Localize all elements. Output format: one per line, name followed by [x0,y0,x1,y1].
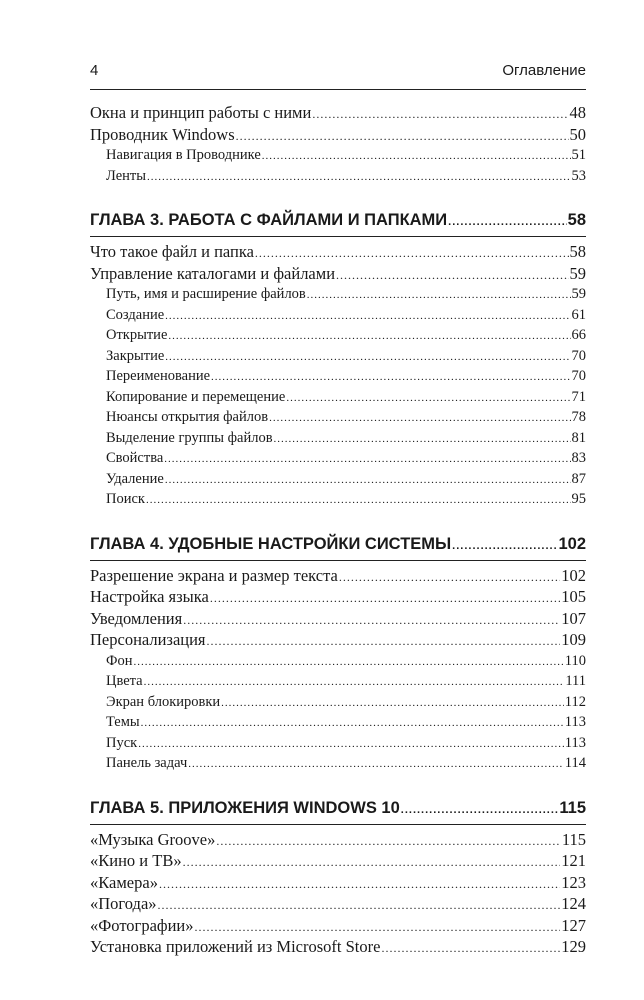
toc-entry[interactable] [90,872,586,894]
chapter-title: ГЛАВА 5. ПРИЛОЖЕНИЯ WINDOWS 10 [90,798,400,817]
entry-title: Проводник Windows [90,124,235,144]
entry-title: Экран блокировки [106,693,221,710]
toc-entry[interactable] [90,893,586,915]
toc-subentry[interactable] [90,346,586,367]
chapter-rule [90,560,586,561]
toc-subentry[interactable] [90,284,586,305]
entry-page: 114 [564,755,586,771]
dot-leader [165,306,570,327]
toc-entry[interactable] [90,829,586,851]
entry-title: Открытие [106,327,168,343]
dot-leader [312,104,568,126]
dot-leader [188,754,564,775]
entry-title: Разрешение экрана и размер текста [90,565,338,585]
entry-page: 105 [561,587,586,606]
toc-entry[interactable] [90,629,586,651]
dot-leader [336,265,568,287]
toc-section [90,774,586,958]
entry-page: 70 [571,347,586,364]
toc-entry[interactable] [90,263,586,285]
dot-leader [159,874,560,896]
entry-page: 87 [571,470,586,487]
dot-leader [138,734,564,755]
chapter-heading[interactable] [90,530,586,558]
page-header [90,62,586,86]
entry-page: 83 [571,450,586,466]
entry-title: Персонализация [90,630,206,649]
dot-leader [210,588,560,610]
toc-subentry[interactable] [90,489,586,510]
entry-page: 112 [564,693,586,710]
entry-title: Управление каталогами и файлами [90,263,336,283]
toc-entry[interactable] [90,936,586,958]
dot-leader [158,895,561,917]
chapter-title: ГЛАВА 3. РАБОТА С ФАЙЛАМИ И ПАПКАМИ [90,211,448,229]
entry-title: Закрытие [106,347,165,364]
entry-page: 59 [571,286,586,302]
toc-entry[interactable] [90,850,586,872]
entry-title: Путь, имя и расширение файлов [106,286,306,302]
entry-page: 127 [561,915,586,935]
dot-leader [183,852,561,874]
entry-page: 53 [571,167,586,184]
dot-leader [269,408,570,429]
entry-page: 61 [571,306,586,323]
chapter-title: ГЛАВА 4. УДОБНЫЕ НАСТРОЙКИ СИСТЕМЫ [90,534,452,553]
toc-subentry[interactable] [90,671,586,692]
entry-title: Настройка языка [90,587,209,606]
entry-title: Цвета [106,673,143,689]
section-gap [90,774,586,794]
entry-page: 48 [569,103,586,122]
entry-title: «Фотографии» [90,915,194,935]
dot-leader [216,831,561,853]
entry-title: Поиск [106,491,145,507]
entry-title: «Кино и ТВ» [90,851,182,870]
entry-page: 121 [561,851,586,870]
chapter-rule [90,824,586,825]
dot-leader [144,672,565,693]
entry-title: Установка приложений из Microsoft Store [90,937,381,956]
toc-subentry[interactable] [90,305,586,326]
dot-leader [255,243,569,265]
entry-title: Выделение группы файлов [106,429,273,446]
dot-leader [146,490,571,511]
toc-entry[interactable] [90,241,586,263]
toc-subentry[interactable] [90,325,586,346]
toc-entry[interactable] [90,586,586,608]
entry-title: Окна и принцип работы с ними [90,103,312,122]
entry-title: Копирование и перемещение [106,388,286,405]
toc-subentry[interactable] [90,366,586,387]
toc-subentry[interactable] [90,387,586,408]
dot-leader [236,126,569,148]
entry-title: «Камера» [90,872,158,892]
entry-page: 59 [569,263,586,283]
toc-entry[interactable] [90,608,586,630]
toc-subentry[interactable] [90,428,586,449]
dot-leader [133,652,563,673]
section-gap [90,510,586,530]
dot-leader [164,449,570,470]
entry-title: Пуск [106,734,138,751]
dot-leader [262,146,571,167]
entry-page: 50 [569,124,586,144]
dot-leader [183,610,560,632]
entry-title: Темы [106,714,140,730]
dot-leader [168,326,570,347]
entry-page: 109 [561,630,586,649]
dot-leader [141,713,564,734]
entry-page: 81 [571,429,586,446]
dot-leader [221,693,564,714]
dot-leader [165,470,571,491]
entry-page: 115 [561,829,586,849]
entry-page: 102 [561,565,586,585]
entry-title: Панель задач [106,755,188,771]
dot-leader [274,429,571,450]
entry-page: 110 [564,652,586,669]
entry-page: 58 [569,242,586,261]
entry-title: Навигация в Проводнике [106,147,261,163]
dot-leader [381,938,560,960]
entry-title: Создание [106,306,165,323]
toc-subentry[interactable] [90,712,586,733]
section-gap [90,186,586,206]
running-title: Оглавление [502,62,586,79]
toc-section [90,102,586,186]
toc-subentry[interactable] [90,469,586,490]
entry-page: 95 [571,491,586,507]
entry-title: Удаление [106,470,164,487]
entry-title: «Погода» [90,894,157,913]
dot-leader [147,167,570,188]
toc-subentry[interactable] [90,166,586,187]
entry-page: 129 [561,937,586,956]
dot-leader [211,367,570,388]
toc-subentry[interactable] [90,448,586,469]
dot-leader [452,532,557,560]
toc-subentry[interactable] [90,753,586,774]
entry-page: 113 [564,714,586,730]
chapter-heading[interactable] [90,206,586,234]
entry-title: Нюансы открытия файлов [106,409,269,425]
toc-entry[interactable] [90,124,586,146]
toc-subentry[interactable] [90,733,586,754]
entry-page: 71 [571,388,586,405]
entry-page: 66 [571,327,586,343]
toc-entry[interactable] [90,915,586,937]
dot-leader [307,285,571,306]
entry-title: Уведомления [90,608,183,628]
entry-page: 111 [565,673,586,689]
chapter-rule [90,236,586,237]
chapter-heading[interactable] [90,794,586,822]
toc-subentry[interactable] [90,692,586,713]
toc-subentry[interactable] [90,651,586,672]
entry-title: Что такое файл и папка [90,242,254,261]
header-rule [90,89,586,90]
entry-title: Фон [106,652,133,669]
dot-leader [195,917,561,939]
entry-title: Переименование [106,368,211,384]
entry-title: Свойства [106,450,164,466]
entry-page: 51 [571,147,586,163]
entry-title: Ленты [106,167,147,184]
entry-page: 107 [561,608,586,628]
page-number: 4 [90,62,99,79]
entry-page: 70 [571,368,586,384]
dot-leader [448,208,566,236]
dot-leader [401,796,559,824]
chapter-page: 58 [567,211,586,229]
dot-leader [339,567,560,589]
toc-entry[interactable] [90,102,586,124]
toc-section [90,186,586,510]
entry-page: 124 [561,894,586,913]
dot-leader [207,631,561,653]
toc-subentry[interactable] [90,145,586,166]
entry-title: «Музыка Groove» [90,829,216,849]
entry-page: 123 [561,872,586,892]
chapter-page: 115 [559,798,586,817]
toc-subentry[interactable] [90,407,586,428]
chapter-page: 102 [558,534,586,553]
entry-page: 78 [571,409,586,425]
table-of-contents [90,102,586,958]
toc-section [90,510,586,774]
toc-entry[interactable] [90,565,586,587]
entry-page: 113 [564,734,586,751]
dot-leader [165,347,570,368]
dot-leader [286,388,570,409]
